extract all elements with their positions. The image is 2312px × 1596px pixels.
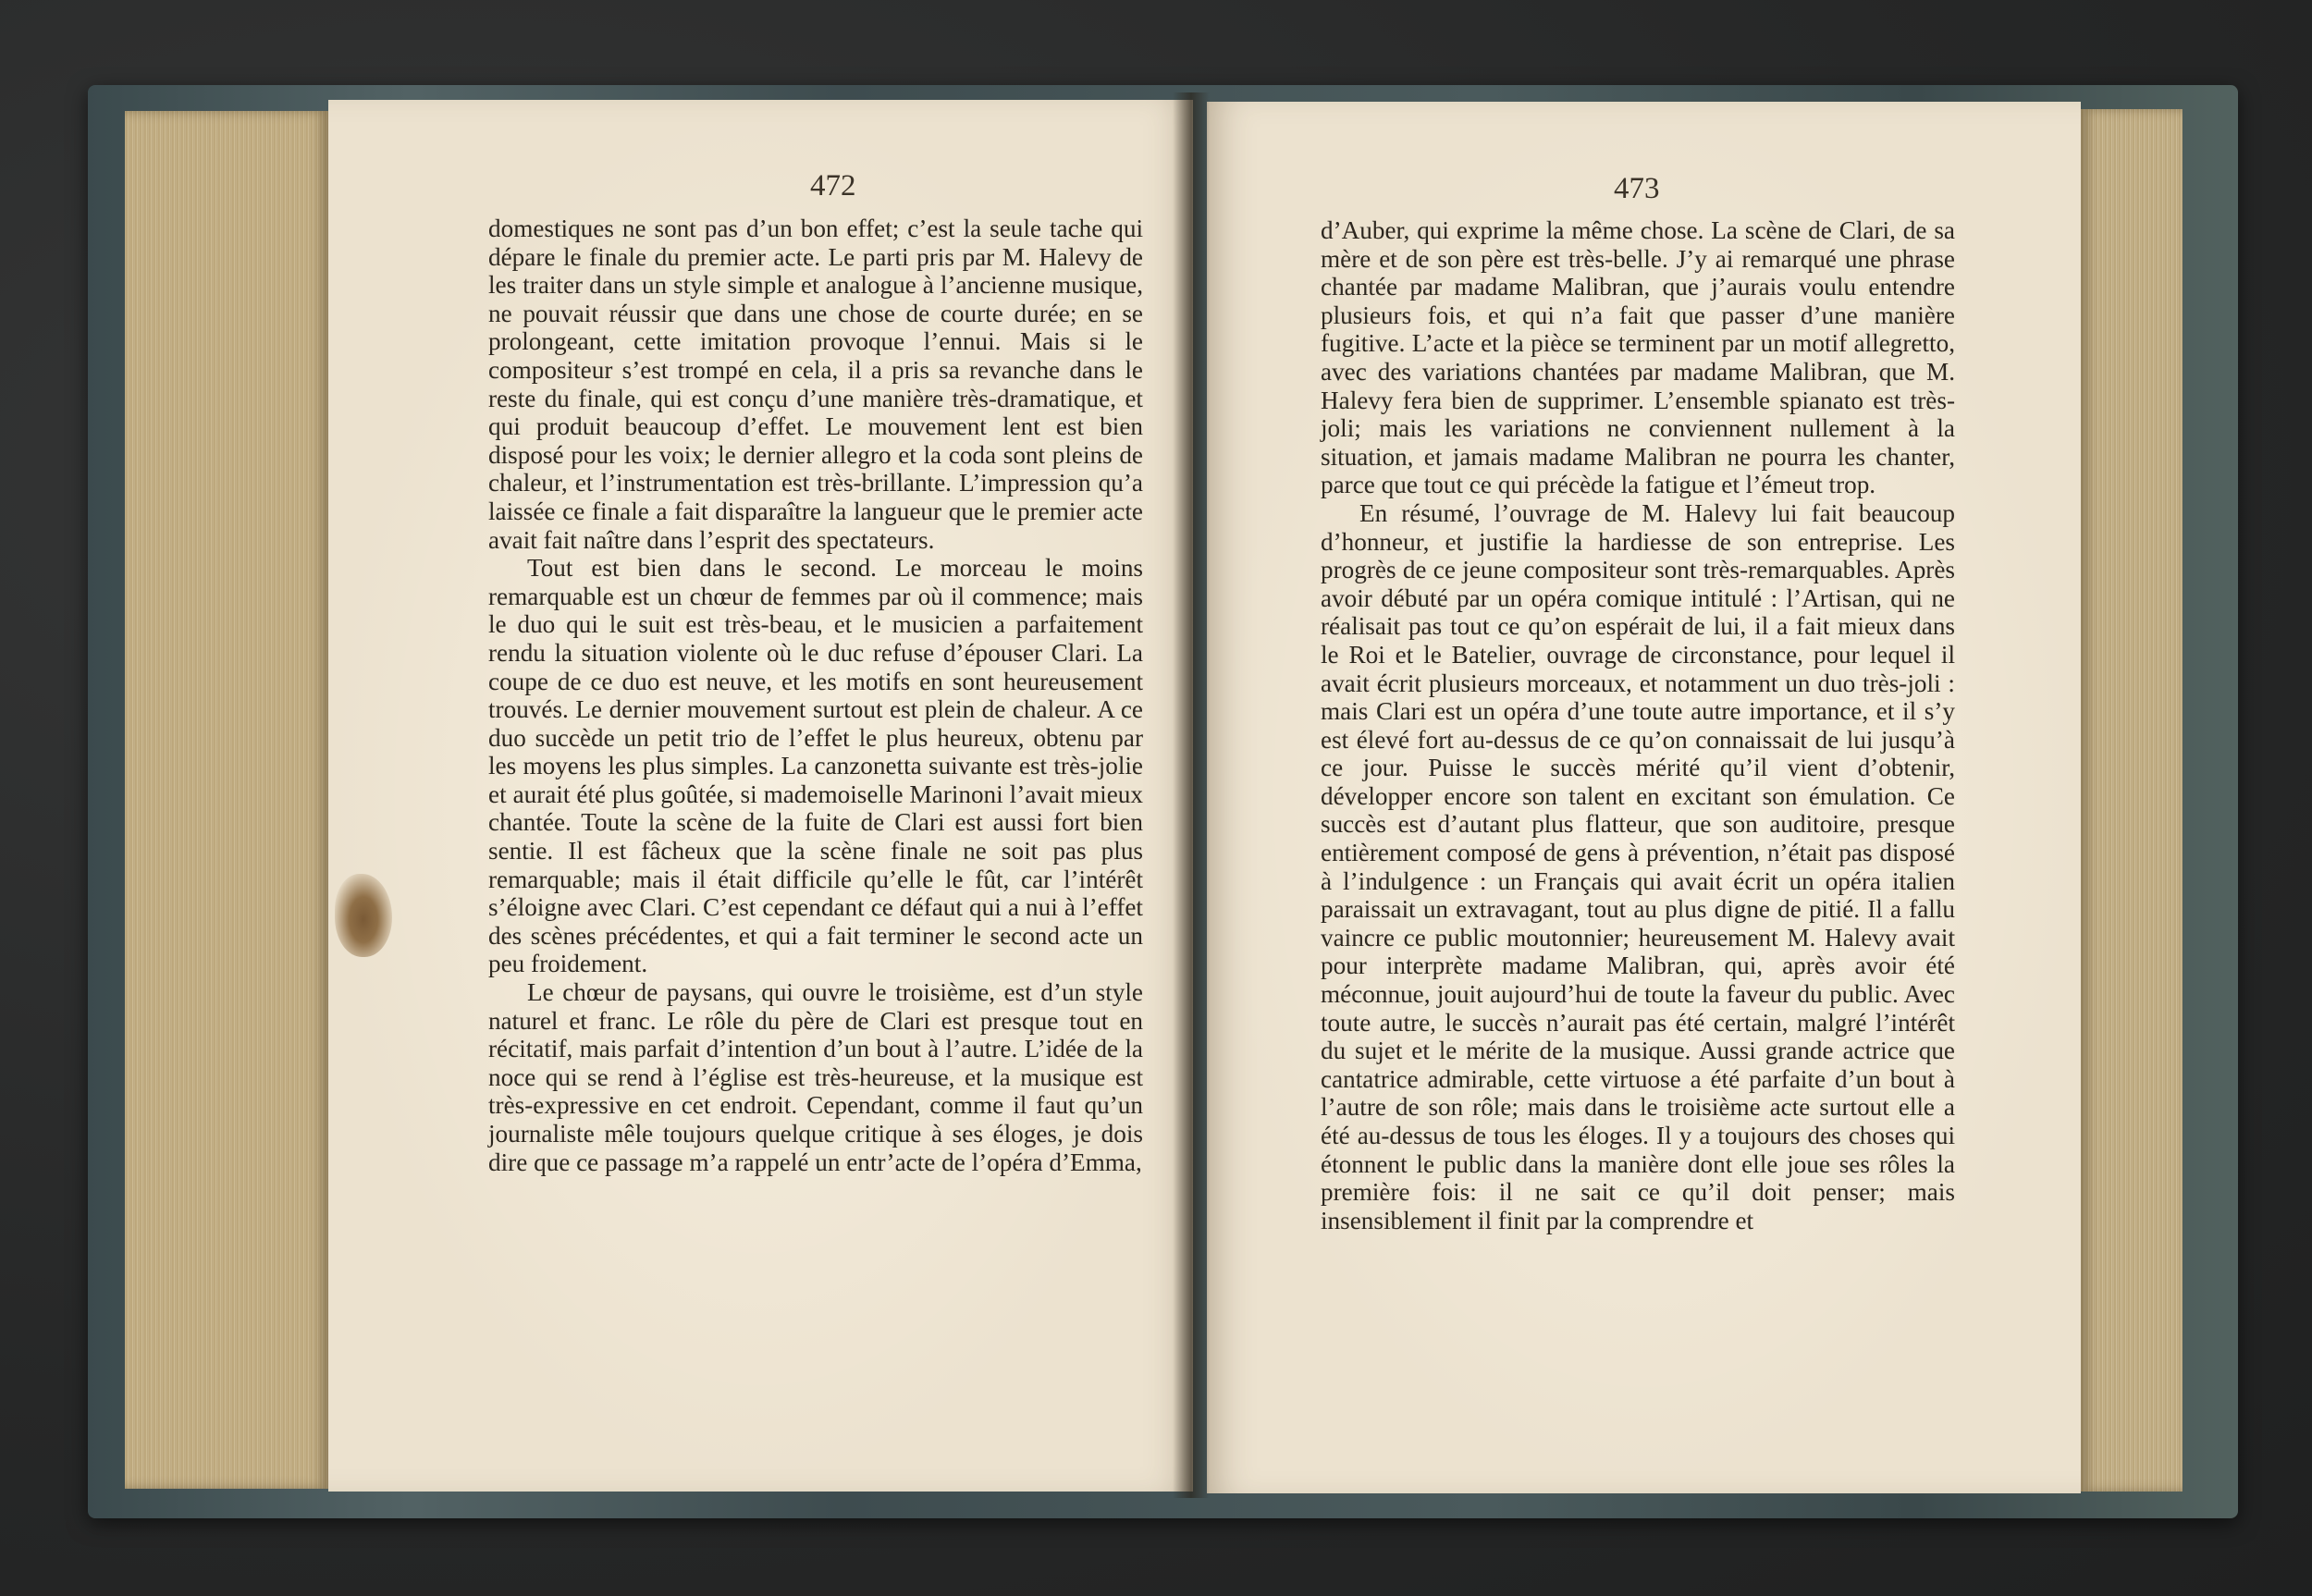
left-page-edges <box>125 111 328 1489</box>
book-gutter <box>1173 92 1210 1498</box>
left-paragraph-2: Tout est bien dans le second. Le morceau le moins remarquable est un chœur de femmes par où il commence; mais le duo qui le suit est très-beau, et le musicien a parfaitement rendu la situation violente où le duc refuse d’épouser Clari. La coupe de ce duo est neuve, et les motifs en sont heureusement trouvés. Le dernier mouvement surtout est plein de chaleur. A ce duo succède un petit trio de l’effet le plus heureux, obtenu par les moyens les plus simples. La canzonetta suivante est très-jolie et aurait été plus goûtée, si mademoiselle Marinoni l’avait mieux chantée. Toute la scène de la fuite de Clari est aussi fort bien sentie. Il est fâcheux que la scène finale ne soit pas plus remarquable; mais il était difficile qu’elle le fût, car l’intérêt s’éloigne avec Clari. C’est cependant ce défaut qui a nui à l’effet des scènes précédentes, et qui a fait terminer le second acte un peu froidement. <box>488 554 1143 978</box>
left-page-number: 472 <box>810 169 856 203</box>
right-page-text <box>1321 216 1955 1234</box>
ink-stain <box>335 874 392 957</box>
right-page-edges <box>2081 109 2183 1492</box>
left-paragraph-1: domestiques ne sont pas d’un bon effet; c’est la seule tache qui dépare le finale du premier acte. Le parti pris par M. Halevy de les traiter dans un style simple et analogue à l’ancienne musique, ne pouvait réussir que dans une chose de courte durée; en se prolongeant, cette imitation provoque l’ennui. Mais si le compositeur s’est trompé en cela, il a pris sa revanche dans le reste du finale, qui est conçu d’une manière très-dramatique, et qui produit beaucoup d’effet. Le mouvement lent est bien disposé pour les voix; le dernier allegro et la coda sont pleins de chaleur, et l’instrumentation est très-brillante. L’impression qu’a laissée ce finale a fait disparaître la langueur que le premier acte avait fait naître dans l’esprit des spectateurs. <box>488 215 1143 554</box>
left-page-text <box>488 215 1143 1176</box>
right-paragraph-2: En résumé, l’ouvrage de M. Halevy lui fait beaucoup d’honneur, et justifie la hardiesse de son entreprise. Les progrès de ce jeune compositeur sont très-remarquables. Après avoir débuté par un opéra comique intitulé : l’Artisan, qui ne réalisait pas tout ce qu’on espérait de lui, il a fait mieux dans le Roi et le Batelier, ouvrage de circonstance, pour lequel il avait écrit plusieurs morceaux, et notamment un duo très-joli : mais Clari est un opéra d’une toute autre importance, et il s’y est élevé fort au-dessus de ce qu’on connaissait de lui jusqu’à ce jour. Puisse le succès mérité qu’il vient d’obtenir, développer encore son talent en excitant son émulation. Ce succès est d’autant plus flatteur, que son auditoire, presque entièrement composé de gens à prévention, n’était pas disposé à l’indulgence : un Français qui avait écrit un opéra italien paraissait un extravagant, tout au plus digne de pitié. Il a fallu vaincre ce public moutonnier; heureusement M. Halevy avait pour interprète madame Malibran, qui, après avoir été méconnue, jouit aujourd’hui de toute la faveur du public. Avec toute autre, le succès n’aurait pas été certain, malgré l’intérêt du sujet et le mérite de la musique. Aussi grande actrice que cantatrice admirable, cette virtuose a été parfaite d’un bout à l’autre de son rôle; mais dans le troisième acte surtout elle a été au-dessus de tous les éloges. Il y a toujours des choses qui étonnent le public dans la manière dont elle joue ses rôles la première fois: il ne sait ce qu’il doit penser; mais insensiblement il finit par la comprendre et <box>1321 498 1955 1234</box>
right-page-number: 473 <box>1614 172 1660 205</box>
left-paragraph-3: Le chœur de paysans, qui ouvre le troisième, est d’un style naturel et franc. Le rôle du père de Clari est presque tout en récitatif, mais parfait d’intention d’un bout à l’autre. L’idée de la noce qui se rend à l’église est très-heureuse, et la musique est très-expressive en cet endroit. Cependant, comme il faut qu’un journaliste mêle toujours quelque critique à ses éloges, je dois dire que ce passage m’a rappelé un entr’acte de l’opéra d’Emma, <box>488 978 1143 1176</box>
right-paragraph-1: d’Auber, qui exprime la même chose. La scène de Clari, de sa mère et de son père est très-belle. J’y ai remarqué une phrase chantée par madame Malibran, que j’aurais voulu entendre plusieurs fois, et qui n’a fait que passer d’une manière fugitive. L’acte et la pièce se terminent par un motif allegretto, avec des variations chantées par madame Malibran, que M. Halevy fera bien de supprimer. L’ensemble spianato est très-joli; mais les variations ne conviennent nullement à la situation, et jamais madame Malibran ne pourra les chanter, parce que tout ce qui précède la fatigue et l’émeut trop. <box>1321 216 1955 499</box>
